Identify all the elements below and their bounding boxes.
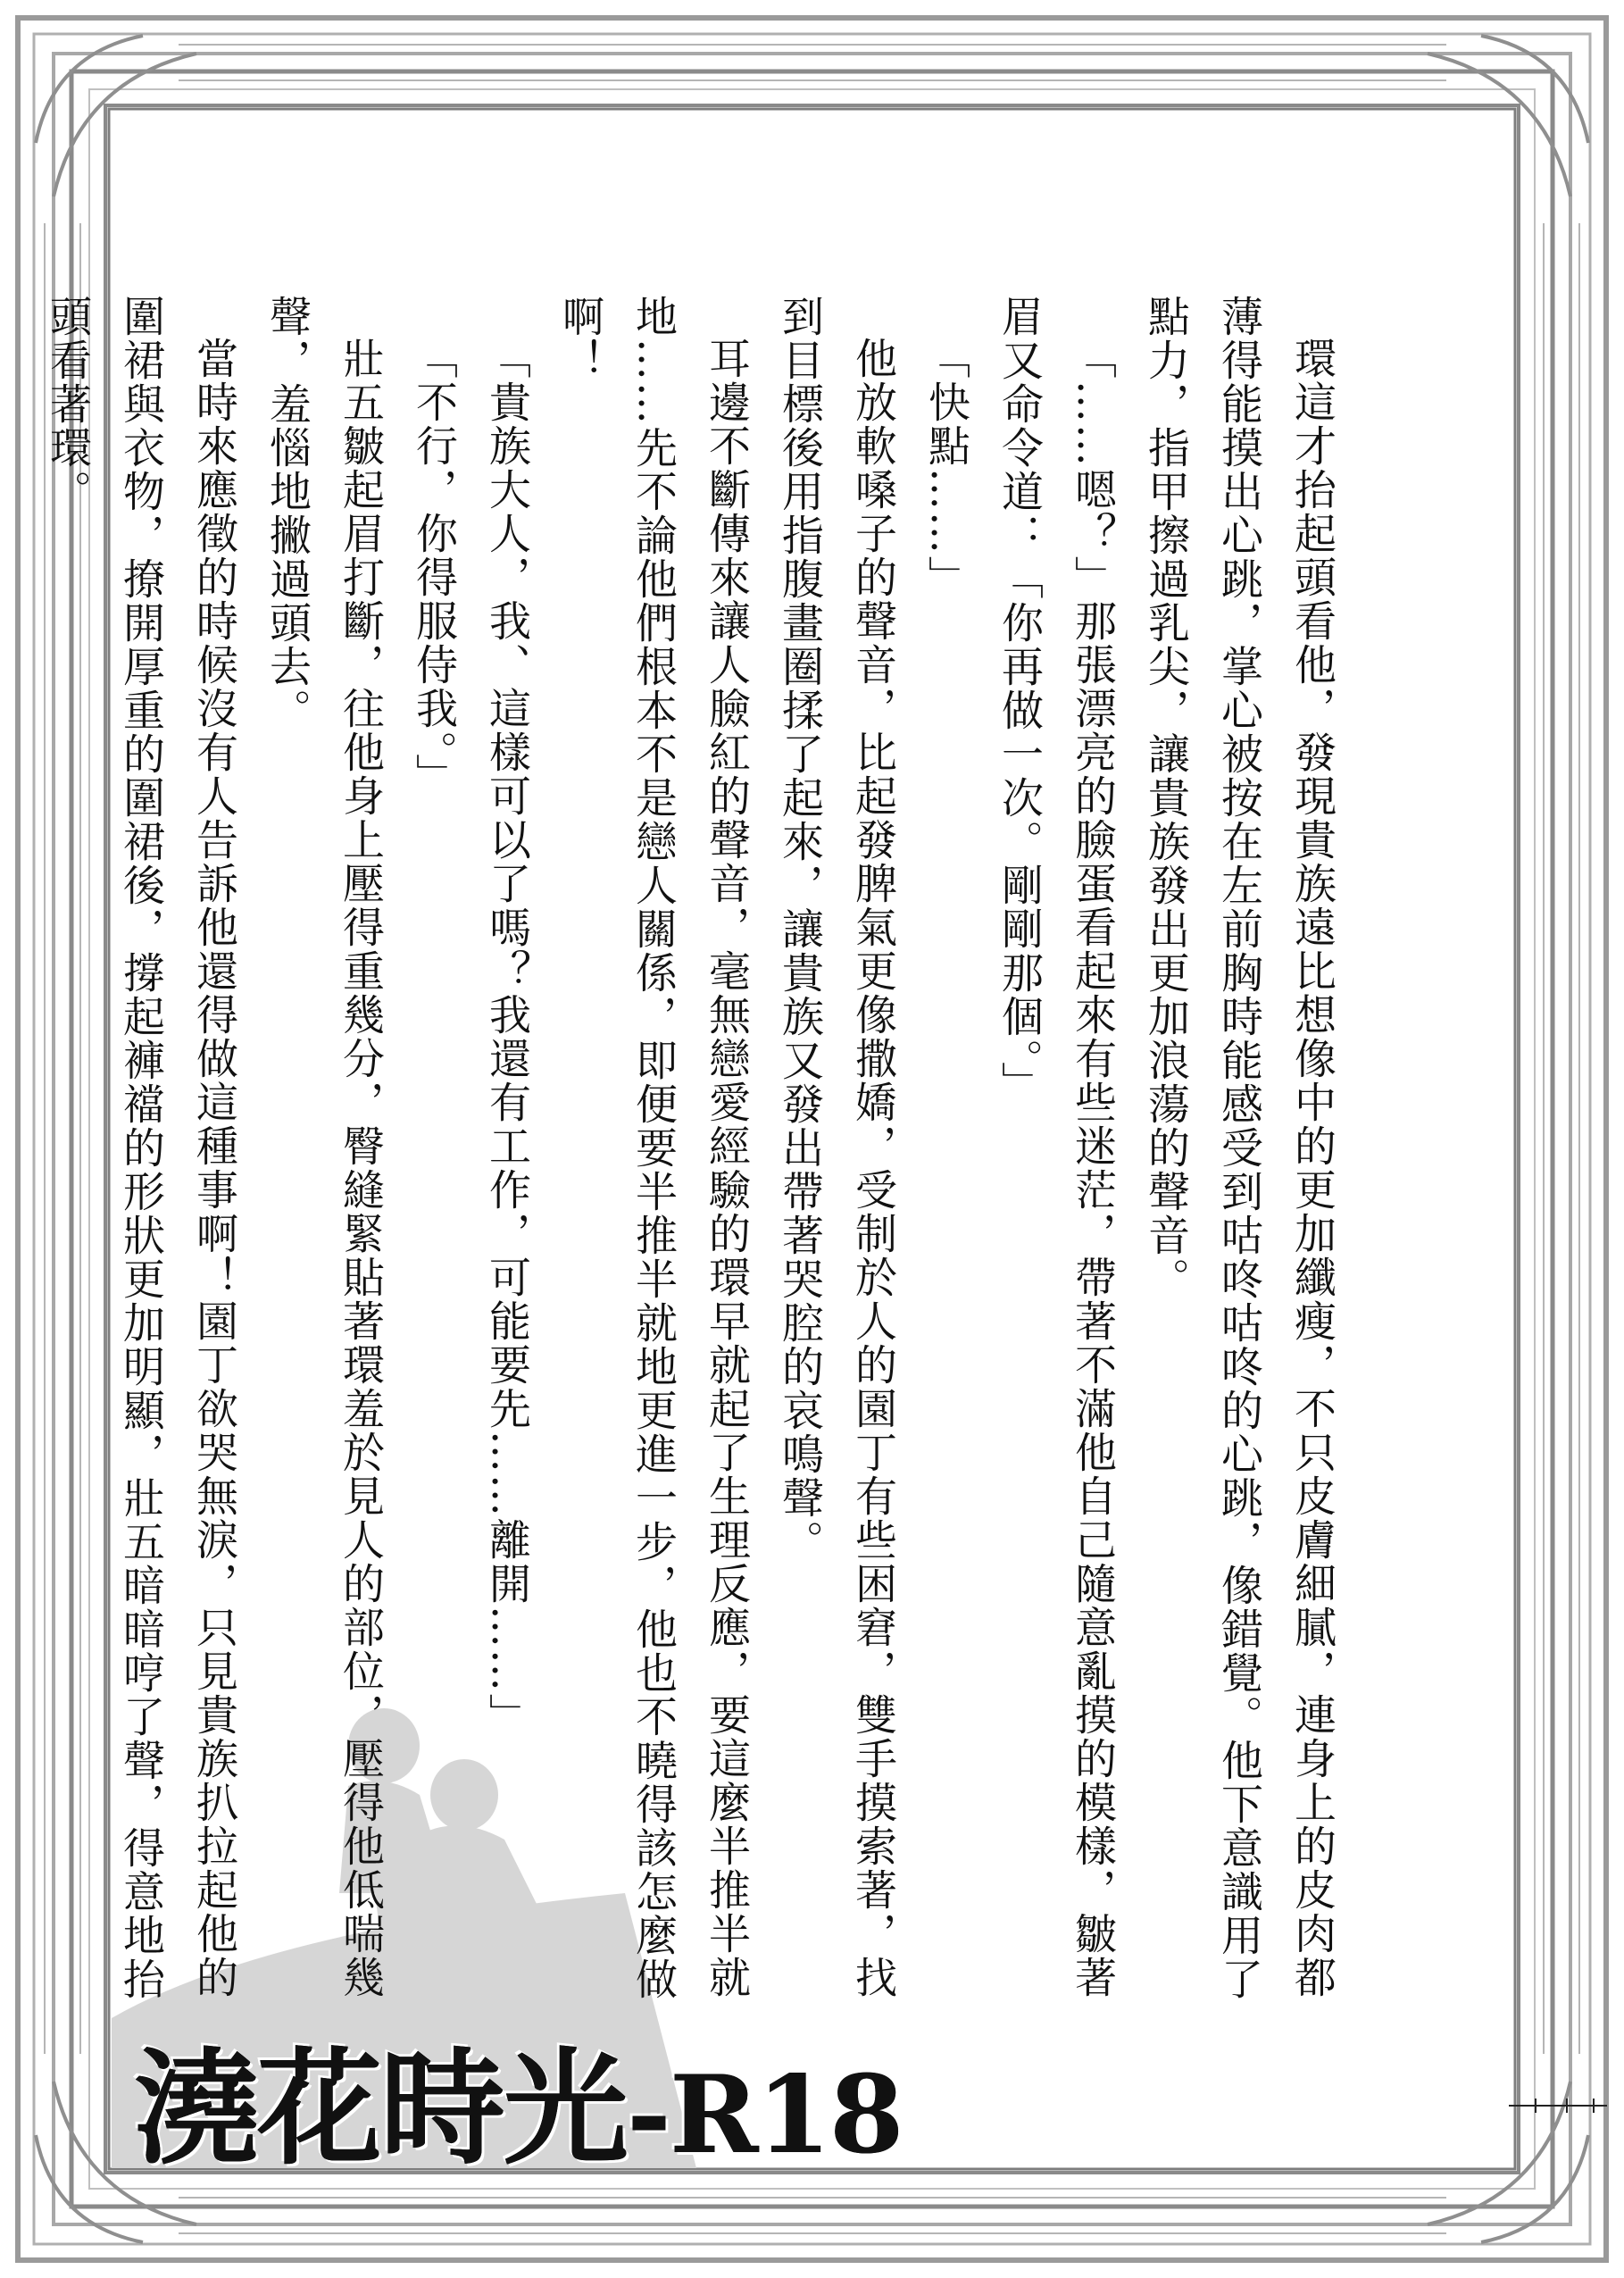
tick-marks	[1509, 2097, 1607, 2115]
paragraph: 「不行，你得服侍我。」	[409, 337, 458, 797]
title-text: 澆花時光	[134, 2036, 628, 2182]
page-title	[134, 2009, 903, 2189]
paragraph: 「快點……」	[921, 337, 970, 599]
paragraph: 「……嗯？」那張漂亮的臉蛋看起來有些迷茫，帶著不滿他自己隨意亂摸的模樣，皺著眉又命令道：「你再做一次。剛剛那個。」	[995, 295, 1117, 1999]
paragraph: 當時來應徵的時候沒有人告訴他還得做這種事啊！園丁欲哭無淚，只見貴族扒拉起他的圍裙與衣物，撩開厚重的圍裙後，撐起褲襠的形狀更加明顯，壯五暗暗哼了聲，得意地抬頭看著環。	[43, 295, 238, 2001]
paragraph: 壯五皺起眉打斷，往他身上壓得重幾分，臀縫緊貼著環羞於見人的部位，壓得他低喘幾聲，羞惱地撇過頭去。	[262, 295, 385, 1999]
paragraph: 「貴族大人，我、這樣可以了嗎？我還有工作，可能要先……離開……」	[482, 337, 531, 1737]
vertical-text-body	[43, 295, 1348, 2027]
paragraph: 環這才抬起頭看他，發現貴族遠比想像中的更加纖瘦，不只皮膚細膩，連身上的皮肉都薄得能摸出心跳，掌心被按在左前胸時能感受到咕咚咕咚的心跳，像錯覺。他下意識用了點力，指甲擦過乳尖，讓貴族發出更加浪蕩的聲音。	[1141, 295, 1337, 2001]
paragraph: 耳邊不斷傳來讓人臉紅的聲音，毫無戀愛經驗的環早就起了生理反應，要這麼半推半就地……先不論他們根本不是戀人關係，即便要半推半就地更進一步，他也不曉得該怎麼做啊！	[555, 295, 751, 2001]
title-suffix: -R18	[627, 2052, 903, 2178]
paragraph: 他放軟嗓子的聲音，比起發脾氣更像撒嬌，受制於人的園丁有些困窘，雙手摸索著，找到目標後用指腹畫圈揉了起來，讓貴族又發出帶著哭腔的哀鳴聲。	[775, 295, 897, 1999]
